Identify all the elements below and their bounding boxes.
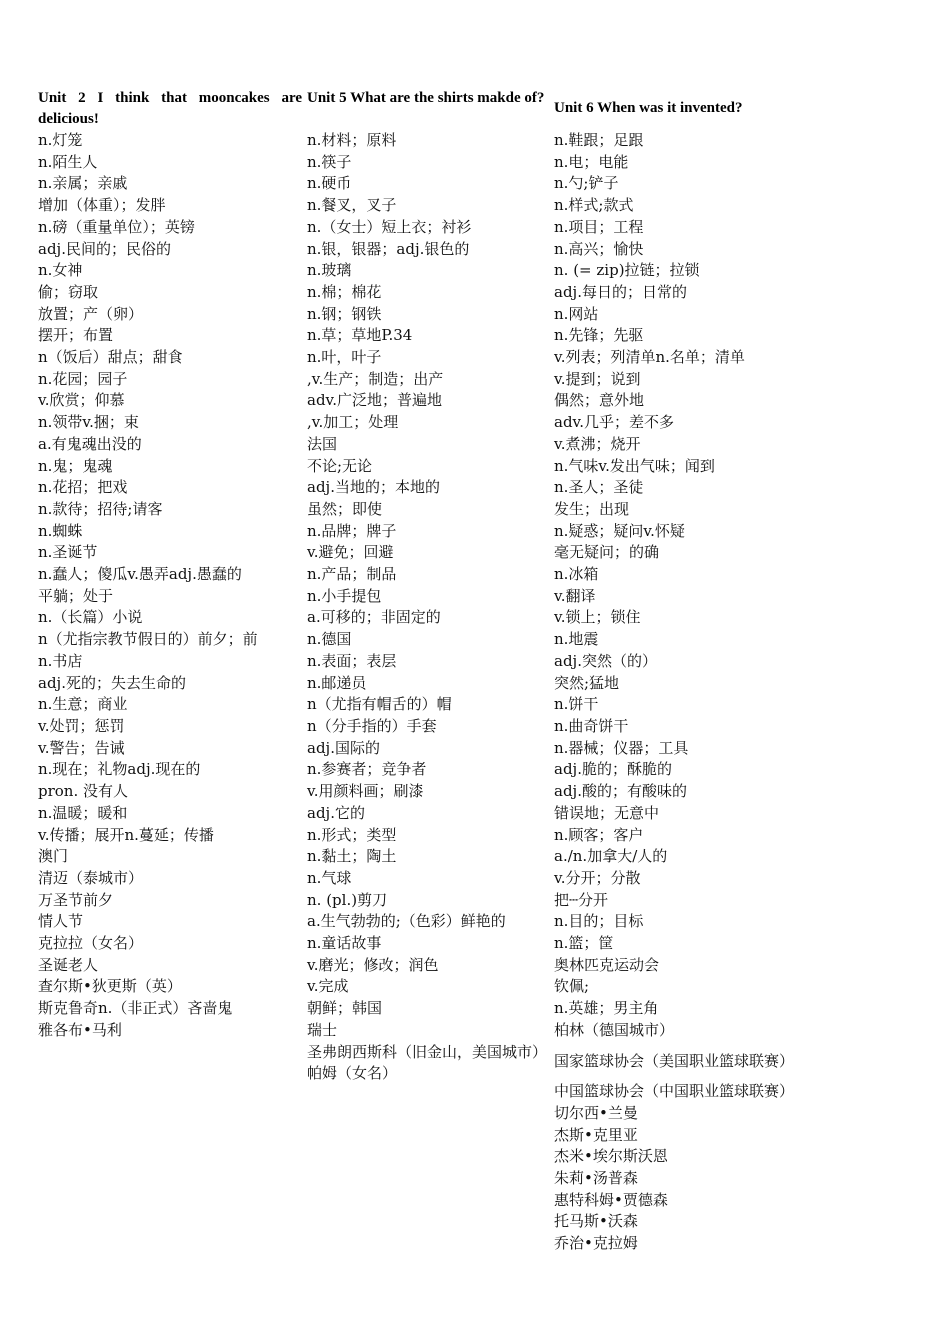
unit-6-heading: Unit 6 When was it invented? — [554, 100, 743, 116]
unit-2-vocab-list — [38, 130, 302, 1042]
vocab-entry: adj.它的 — [307, 803, 365, 822]
unit-5-heading: Unit 5 What are the shirts makde of? — [307, 90, 545, 106]
vocab-entry: v.磨光；修改；润色 — [307, 955, 439, 974]
vocab-entry: n.餐叉，叉子 — [307, 196, 397, 215]
vocab-entry: 发生；出现 — [554, 499, 630, 518]
vocab-entry: n.（长篇）小说 — [38, 608, 143, 627]
vocab-entry: a.可移的；非固定的 — [307, 608, 441, 627]
vocab-entry: n.样式;款式 — [554, 196, 634, 215]
vocab-entry: 查尔斯•狄更斯（英） — [38, 977, 182, 996]
vocab-entry: n.银，银器；adj.银色的 — [307, 239, 470, 258]
vocab-entry: n.款待；招待;请客 — [38, 499, 163, 518]
vocab-entry: n.目的；目标 — [554, 912, 644, 931]
vocab-entry: n.疑惑；疑问v.怀疑 — [554, 521, 685, 540]
vocab-entry: a.有鬼魂出没的 — [38, 434, 142, 453]
unit-2-heading: Unit 2 I think that mooncakes are delicious! — [38, 90, 302, 127]
vocab-entry: n.材料；原料 — [307, 131, 397, 149]
vocab-entry: n.先锋；先驱 — [554, 326, 644, 345]
vocab-entry: n.邮递员 — [307, 673, 367, 692]
vocab-entry: 摆开；布置 — [38, 326, 114, 345]
vocab-entry: n（饭后）甜点；甜食 — [38, 348, 183, 367]
vocab-entry: n. (= zip)拉链；拉锁 — [554, 261, 700, 280]
vocab-entry: 增加（体重）；发胖 — [38, 196, 166, 215]
vocab-entry: 朱莉•汤普森 — [554, 1169, 638, 1188]
vocab-entry: v.分开；分散 — [554, 868, 641, 887]
vocab-entry: n.顾客；客户 — [554, 825, 644, 844]
vocab-entry: n.蠢人；傻瓜v.愚弄adj.愚蠢的 — [38, 565, 242, 584]
vocab-entry: n.现在；礼物adj.现在的 — [38, 760, 201, 779]
vocab-entry: n.勺;铲子 — [554, 174, 619, 193]
vocab-entry: n.磅（重量单位）；英镑 — [38, 217, 195, 236]
vocab-entry: n.棉；棉花 — [307, 282, 382, 301]
vocab-entry: adj.当地的；本地的 — [307, 478, 440, 497]
vocab-entry: 惠特科姆•贾德森 — [554, 1190, 668, 1209]
vocab-entry: ,v.生产；制造；出产 — [307, 369, 444, 388]
vocab-entry: 托马斯•沃森 — [554, 1212, 638, 1231]
vocab-entry: 圣弗朗西斯科（旧金山，美国城市） — [307, 1042, 548, 1061]
vocab-entry: a./n.加拿大/人的 — [554, 847, 668, 866]
unit-6-column — [554, 88, 844, 1255]
vocab-entry: 把┄分开 — [554, 890, 609, 909]
vocab-entry: n.领带v.捆；束 — [38, 413, 139, 432]
vocab-entry: adj.每日的；日常的 — [554, 282, 687, 301]
vocab-entry: 突然;猛地 — [554, 673, 620, 692]
vocab-entry: n. (pl.)剪刀 — [307, 890, 388, 909]
vocab-entry: n（尤指有帽舌的）帽 — [307, 695, 452, 714]
vocab-entry: n.气球 — [307, 868, 352, 887]
vocab-entry: n.表面；表层 — [307, 651, 397, 670]
vocab-entry: adj.死的；失去生命的 — [38, 673, 186, 692]
vocab-entry: n（分手指的）手套 — [307, 716, 437, 735]
vocab-entry: 偶然；意外地 — [554, 391, 645, 410]
vocab-entry: n.鬼；鬼魂 — [38, 456, 113, 475]
vocab-entry: adv.广泛地；普遍地 — [307, 391, 443, 410]
vocab-entry: 帕姆（女名） — [307, 1064, 398, 1083]
vocab-entry: n.地震 — [554, 630, 599, 649]
vocab-entry: v.翻译 — [554, 586, 596, 605]
vocab-entry: 瑞士 — [307, 1020, 338, 1039]
vocab-entry: 乔治•克拉姆 — [554, 1234, 638, 1253]
vocab-entry: n.气味v.发出气味；闻到 — [554, 456, 715, 475]
vocab-entry: n.书店 — [38, 651, 83, 670]
vocab-entry: v.处罚；惩罚 — [38, 716, 125, 735]
vocab-entry: n.高兴；愉快 — [554, 239, 644, 258]
vocab-entry: adj.酸的；有酸味的 — [554, 782, 687, 801]
vocab-entry: 偷；窃取 — [38, 282, 99, 301]
vocab-entry: n（尤指宗教节假日的）前夕；前 — [38, 630, 258, 649]
vocab-entry: adj.国际的 — [307, 738, 380, 757]
vocab-entry: adj.脆的；酥脆的 — [554, 760, 672, 779]
vocab-entry: n.黏土；陶土 — [307, 847, 397, 866]
vocab-entry: 杰米•埃尔斯沃恩 — [554, 1147, 668, 1166]
vocab-entry: 雅各布•马利 — [38, 1020, 122, 1039]
unit-5-vocab-list — [307, 130, 551, 1085]
vocab-entry: n.灯笼 — [38, 131, 83, 149]
vocab-entry: n.圣人；圣徒 — [554, 478, 644, 497]
unit-5-column — [307, 88, 551, 1085]
vocab-entry: 克拉拉（女名） — [38, 934, 144, 953]
vocab-entry: v.欣赏；仰慕 — [38, 391, 125, 410]
vocab-entry: n.参赛者；竞争者 — [307, 760, 427, 779]
vocab-entry: n.曲奇饼干 — [554, 716, 629, 735]
vocab-entry: 清迈（泰城市） — [38, 868, 144, 887]
vocab-entry: 斯克鲁奇n.（非正式）吝啬鬼 — [38, 999, 233, 1018]
unit-2-column — [38, 88, 302, 1042]
vocab-entry: adj.突然（的） — [554, 651, 657, 670]
vocab-entry: 错误地；无意中 — [554, 803, 660, 822]
vocab-entry: n.蜘蛛 — [38, 521, 83, 540]
vocab-entry: v.用颜料画；刷漆 — [307, 782, 424, 801]
vocab-entry: 钦佩; — [554, 977, 590, 996]
vocab-entry: n.硬币 — [307, 174, 352, 193]
vocab-entry: v.列表；列清单n.名单；清单 — [554, 348, 745, 367]
vocab-entry: v.完成 — [307, 977, 349, 996]
vocab-entry: n.篮；筐 — [554, 934, 614, 953]
vocab-entry: 朝鲜；韩国 — [307, 999, 383, 1018]
vocab-entry: n.温暖；暖和 — [38, 803, 128, 822]
vocab-entry: 虽然；即使 — [307, 499, 383, 518]
vocab-entry: n.产品；制品 — [307, 565, 397, 584]
vocab-entry: n.德国 — [307, 630, 352, 649]
vocab-entry: n.网站 — [554, 304, 599, 323]
vocab-entry: adj.民间的；民俗的 — [38, 239, 171, 258]
vocab-entry: 切尔西•兰曼 — [554, 1103, 638, 1122]
unit-6-vocab-list — [554, 130, 844, 1255]
vocab-entry: n.钢；钢铁 — [307, 304, 382, 323]
vocab-entry: adv.几乎；差不多 — [554, 413, 675, 432]
vocab-entry: pron. 没有人 — [38, 782, 129, 801]
vocab-entry: 澳门 — [38, 847, 69, 866]
vocab-entry: 圣诞老人 — [38, 955, 99, 974]
vocab-entry: n.童话故事 — [307, 934, 382, 953]
vocab-entry: n.花招；把戏 — [38, 478, 128, 497]
vocab-entry: 毫无疑问；的确 — [554, 543, 660, 562]
vocab-entry: n.圣诞节 — [38, 543, 98, 562]
vocab-entry: n.器械；仪器；工具 — [554, 738, 689, 757]
vocab-entry: n.亲属；亲戚 — [38, 174, 128, 193]
vocab-entry: 放置；产（卵） — [38, 304, 144, 323]
vocab-entry: n.叶，叶子 — [307, 348, 382, 367]
vocab-entry: a.生气勃勃的;（色彩）鲜艳的 — [307, 912, 506, 931]
vocab-entry: n.筷子 — [307, 152, 352, 171]
vocab-entry: n.花园；园子 — [38, 369, 128, 388]
vocab-entry: 平躺；处于 — [38, 586, 114, 605]
vocab-entry: n.女神 — [38, 261, 83, 280]
vocab-entry: n.项目；工程 — [554, 217, 644, 236]
vocab-entry: 情人节 — [38, 912, 84, 931]
vocab-entry: n.品牌；牌子 — [307, 521, 397, 540]
vocab-entry: v.传播；展开n.蔓延；传播 — [38, 825, 214, 844]
vocab-entry: n.生意；商业 — [38, 695, 128, 714]
vocab-entry: n.小手提包 — [307, 586, 382, 605]
vocab-entry: n.（女士）短上衣；衬衫 — [307, 217, 472, 236]
vocab-entry: 万圣节前夕 — [38, 890, 114, 909]
vocab-entry: n.鞋跟；足跟 — [554, 131, 644, 149]
vocab-entry: 国家篮球协会（美国职业篮球联赛） — [554, 1051, 795, 1070]
vocab-entry: n.电；电能 — [554, 152, 629, 171]
vocab-entry: 杰斯•克里亚 — [554, 1125, 638, 1144]
vocab-entry: n.形式；类型 — [307, 825, 397, 844]
vocab-entry: 奥林匹克运动会 — [554, 955, 660, 974]
vocab-entry: n.饼干 — [554, 695, 599, 714]
vocab-entry: n.英雄；男主角 — [554, 999, 659, 1018]
vocab-entry: 中国篮球协会（中国职业篮球联赛） — [554, 1082, 795, 1101]
vocab-entry: 法国 — [307, 434, 338, 453]
vocab-entry: v.提到；说到 — [554, 369, 641, 388]
vocab-entry: v.煮沸；烧开 — [554, 434, 641, 453]
vocab-entry: n.冰箱 — [554, 565, 599, 584]
vocab-entry: n.玻璃 — [307, 261, 352, 280]
vocab-entry: n.草；草地P.34 — [307, 326, 413, 345]
vocab-entry: v.警告；告诫 — [38, 738, 125, 757]
vocab-entry: ,v.加工；处理 — [307, 413, 399, 432]
vocab-entry: v.锁上；锁住 — [554, 608, 641, 627]
vocab-entry: 柏林（德国城市） — [554, 1020, 675, 1039]
vocab-entry: n.陌生人 — [38, 152, 98, 171]
vocab-entry: v.避免；回避 — [307, 543, 394, 562]
vocab-entry: 不论;无论 — [307, 456, 373, 475]
